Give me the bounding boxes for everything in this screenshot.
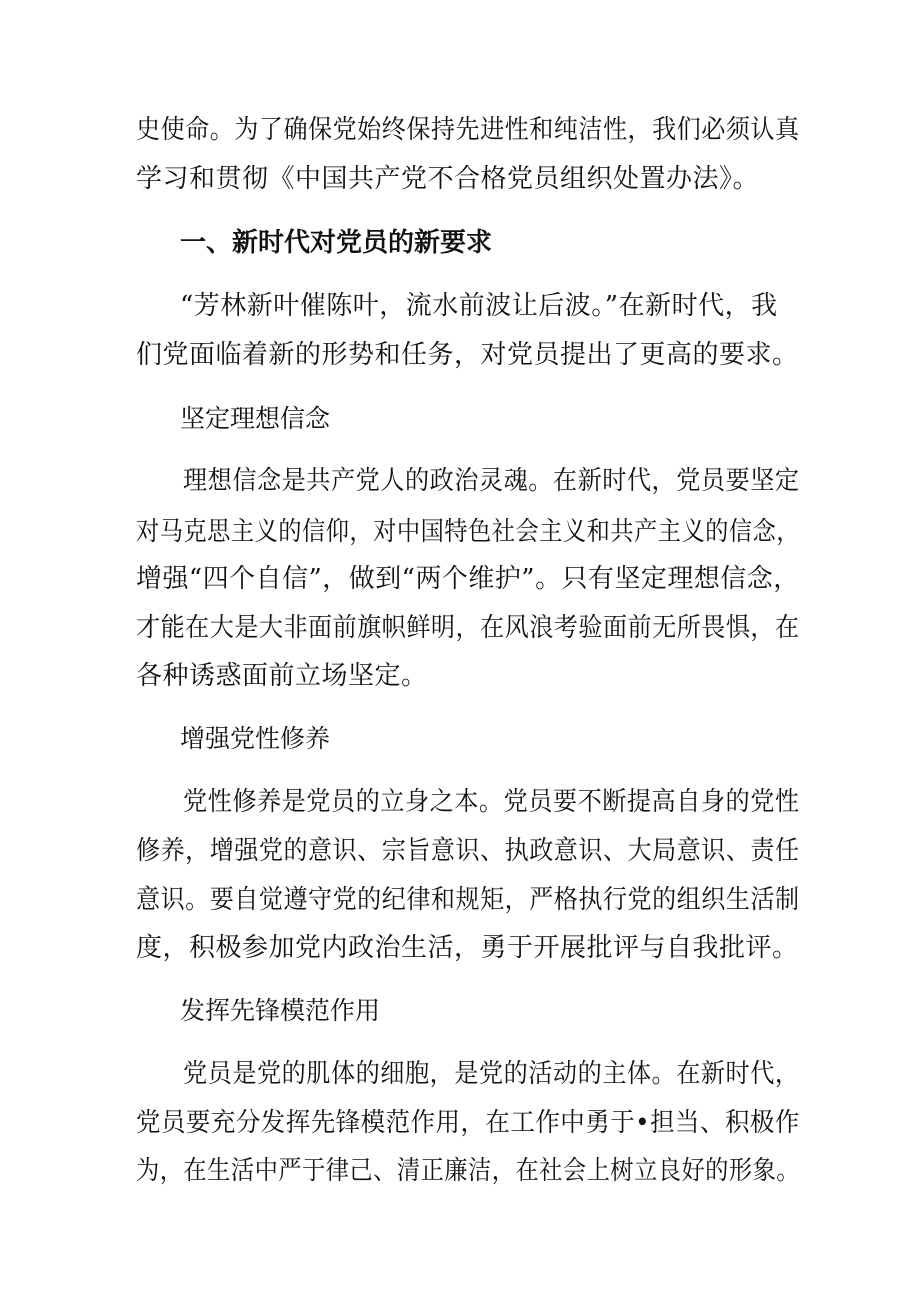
subheading-ideals: 坚定理想信念	[180, 404, 331, 433]
sub1-line-4: 才能在大是大非面前旗帜鲜明，在风浪考验面前无所畏惧，在	[136, 613, 800, 643]
section1-line-1: “芳林新叶催陈叶，流水前波让后波。”在新时代，我	[180, 291, 778, 321]
intro-line-2: 学习和贯彻《中国共产党不合格党员组织处置办法》。	[136, 164, 760, 194]
section1-line-2: 们党面临着新的形势和任务，对党员提出了更高的要求。	[136, 340, 799, 370]
sub3-line-2: 党员要充分发挥先锋模范作用，在工作中勇于•担当、积极作	[136, 1108, 800, 1138]
sub1-line-3: 增强“四个自信”，做到“两个维护”。只有坚定理想信念，	[136, 564, 800, 594]
intro-line-1: 史使命。为了确保党始终保持先进性和纯洁性，我们必须认真	[136, 115, 800, 145]
sub2-line-4: 度，积极参加党内政治生活，勇于开展批评与自我批评。	[136, 933, 799, 963]
sub2-line-2: 修养，增强党的意识、宗旨意识、执政意识、大局意识、责任	[136, 836, 800, 866]
sub3-line-1: 党员是党的肌体的细胞，是党的活动的主体。在新时代，	[183, 1059, 800, 1089]
sub1-line-2: 对马克思主义的信仰，对中国特色社会主义和共产主义的信念，	[136, 517, 801, 547]
sub3-line-3: 为，在生活中严于律己、清正廉洁，在社会上树立良好的形象。	[136, 1156, 801, 1186]
subheading-party-spirit: 增强党性修养	[180, 724, 331, 753]
sub1-line-1: 理想信念是共产党人的政治灵魂。在新时代，党员要坚定	[183, 466, 800, 496]
subheading-vanguard: 发挥先锋模范作用	[180, 996, 381, 1025]
sub1-line-5: 各种诱惑面前立场坚定。	[136, 661, 428, 691]
section-heading: 一、新时代对党员的新要求	[180, 228, 493, 258]
sub2-line-1: 党性修养是党员的立身之本。党员要不断提高自身的党性	[183, 787, 800, 817]
sub2-line-3: 意识。要自觉遵守党的纪律和规矩，严格执行党的组织生活制	[136, 885, 800, 915]
